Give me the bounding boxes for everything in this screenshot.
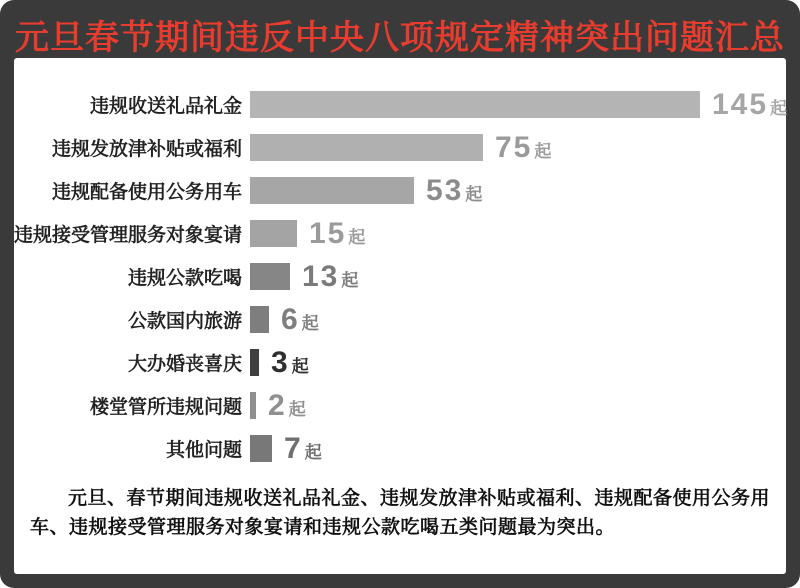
bar-value-number: 15: [309, 216, 347, 250]
bar-value: [284, 432, 322, 466]
bar-value: [495, 131, 551, 165]
chart-row: [14, 216, 786, 250]
bar-value-number: 2: [268, 388, 287, 422]
bar: [250, 177, 414, 204]
bar: [250, 134, 483, 161]
chart-row: [14, 130, 786, 164]
bar-label: 违规配备使用公务用车: [51, 182, 242, 203]
bar: [250, 392, 256, 419]
bar-label: 公款国内旅游: [127, 311, 242, 332]
bar-value-unit: 起: [348, 227, 366, 247]
bar-value: [302, 260, 358, 294]
bar-value-unit: 起: [341, 270, 359, 290]
chart-row: [14, 302, 786, 336]
chart-row: [14, 431, 786, 465]
bar-label: 违规接受管理服务对象宴请: [14, 225, 243, 246]
bar: [250, 306, 269, 333]
bar: [250, 91, 700, 118]
bar-value: [712, 88, 787, 122]
bar-label: 违规发放津补贴或福利: [51, 139, 242, 160]
bar: [250, 263, 290, 290]
summary-paragraph: 元旦、春节期间违规收送礼品礼金、违规发放津补贴或福利、违规配备使用公务用车、违规接受管理服务对象宴请和违规公款吃喝五类问题最为突出。: [30, 488, 771, 539]
chart-panel: [14, 58, 786, 574]
bar-value-unit: 起: [465, 184, 483, 204]
bar-value-number: 6: [281, 302, 300, 336]
bar-value-unit: 起: [304, 442, 322, 462]
chart-row: [14, 345, 786, 379]
bar-value-unit: 起: [291, 356, 309, 376]
bar-value-unit: 起: [288, 399, 306, 419]
bar: [250, 220, 297, 247]
chart-row: [14, 173, 786, 207]
bar-value-number: 75: [495, 130, 533, 164]
bar: [250, 435, 272, 462]
bar-chart: [14, 87, 788, 465]
bar-value-number: 3: [271, 345, 290, 379]
chart-row: [14, 87, 788, 121]
bar-value: [268, 389, 306, 423]
chart-row: [14, 259, 786, 293]
bar-value: [281, 303, 319, 337]
bar-value-unit: 起: [770, 98, 788, 118]
bar-value: [426, 174, 482, 208]
chart-title: 元旦春节期间违反中央八项规定精神突出问题汇总: [15, 19, 785, 57]
bar-label: 其他问题: [165, 440, 242, 461]
bar-value-unit: 起: [534, 141, 552, 161]
bar-label: 违规公款吃喝: [127, 268, 242, 289]
chart-row: [14, 388, 786, 422]
bar: [250, 349, 259, 376]
bar-value-number: 13: [302, 259, 340, 293]
bar-label: 违规收送礼品礼金: [89, 96, 242, 117]
bar-value-number: 53: [426, 173, 464, 207]
bar-value-number: 7: [284, 431, 303, 465]
bar-value: [309, 217, 365, 251]
bar-value-unit: 起: [301, 313, 319, 333]
bar-value-number: 145: [712, 87, 769, 121]
bar-label: 楼堂管所违规问题: [89, 397, 242, 418]
bar-label: 大办婚丧喜庆: [127, 354, 242, 375]
bar-value: [271, 346, 309, 380]
